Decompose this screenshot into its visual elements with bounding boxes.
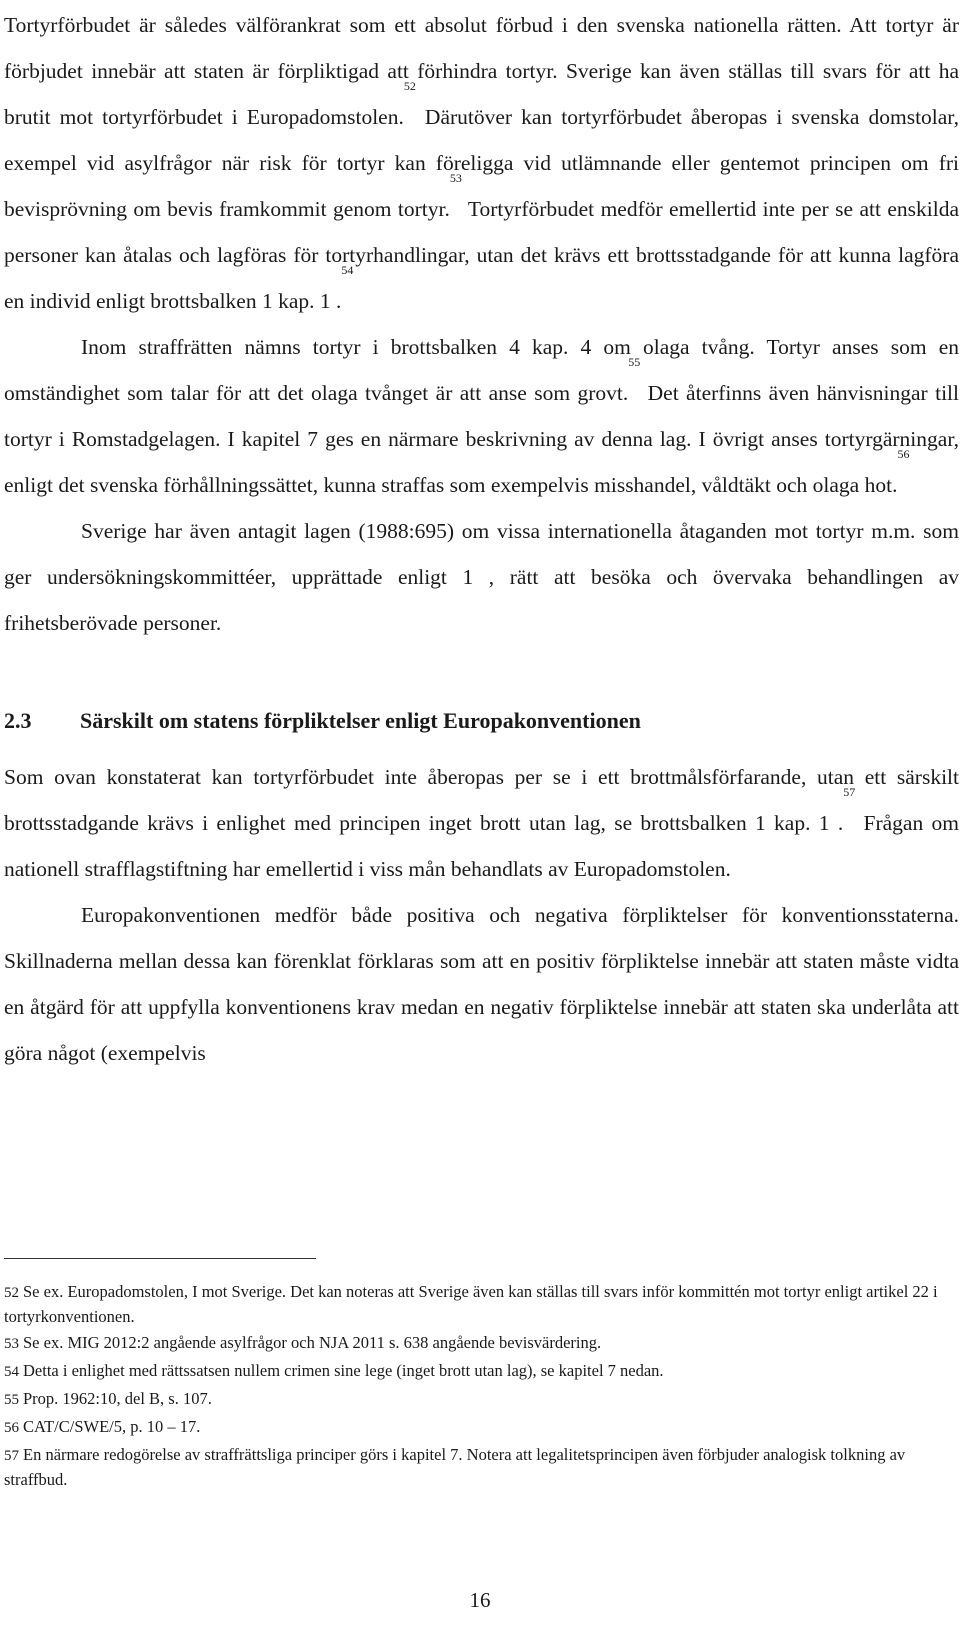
footnote-text: Se ex. MIG 2012:2 angående asylfrågor och NJA 2011 s. 638 angående bevisvärdering. bbox=[23, 1333, 602, 1352]
body-text bbox=[4, 0, 959, 1076]
paragraph-positive-negative-obligations: Europakonventionen medför både positiva och negativa förpliktelser för konventionsstaterna. Skillnaderna mellan dessa kan förenklat förklaras som att en positiv förpliktelse innebär att staten måste vidta en åtgärd för att uppfylla konventionens krav medan en negativ förpliktelse innebär att staten ska underlåta att göra något (exempelvis bbox=[4, 903, 959, 1065]
footnote-ref-57[interactable]: 57 bbox=[843, 785, 856, 799]
page-number: 16 bbox=[469, 1588, 491, 1612]
footnote bbox=[4, 1359, 959, 1384]
footnote-divider bbox=[4, 1258, 316, 1259]
footnote-ref-53[interactable]: 53 bbox=[449, 171, 462, 185]
footnote-ref-52[interactable]: 52 bbox=[403, 79, 416, 93]
section-number: 2.3 bbox=[4, 708, 32, 733]
footnote-text: Detta i enlighet med rättssatsen nullem crimen sine lege (inget brott utan lag), se kapitel 7 nedan. bbox=[23, 1361, 664, 1380]
footnote-number: 53 bbox=[4, 1336, 19, 1352]
footnote bbox=[4, 1443, 959, 1491]
footnote-number: 56 bbox=[4, 1420, 19, 1436]
footnote bbox=[4, 1415, 959, 1440]
footnote-ref-54[interactable]: 54 bbox=[341, 263, 354, 277]
footnote-number: 54 bbox=[4, 1364, 19, 1380]
footnotes bbox=[4, 1280, 959, 1494]
footnote bbox=[4, 1387, 959, 1412]
paragraph-international-commitments: Sverige har även antagit lagen (1988:695) om vissa internationella åtaganden mot tortyr m.m. som ger undersökningskommittéer, upprättade enligt 1 , rätt att besöka och övervaka behandlingen av frihetsberövade personer. bbox=[4, 519, 959, 635]
footnote-number: 57 bbox=[4, 1448, 19, 1464]
footnote bbox=[4, 1331, 959, 1356]
footnote-text: Prop. 1962:10, del B, s. 107. bbox=[23, 1389, 212, 1408]
footnote-number: 55 bbox=[4, 1392, 19, 1408]
footnote-number: 52 bbox=[4, 1285, 19, 1301]
paragraph-torture-ban: Tortyrförbudet är således välförankrat som ett absolut förbud i den svenska nationella rätten. Att tortyr är förbjudet innebär att staten är förpliktigad att förhindra tortyr. Sverige kan även ställas till svars för att ha brutit mot tortyrförbudet i Europadomstolen.$^{52}$ Därutöver kan tortyrförbudet åberopas i svenska domstolar, exempel vid asylfrågor när risk för tortyr kan föreligga vid utlämnande eller gentemot principen om fri bevisprövning om bevis framkommit genom tortyr.$^{53}$ Tortyrförbudet medför emellertid inte per se att enskilda personer kan åtalas och lagföras för tortyrhandlingar, utan det krävs ett brottsstadgande för att kunna lagföra en individ enligt brottsbalken 1 kap. 1 .$^{54}$ bbox=[4, 13, 959, 313]
paragraph-national-legislation: Som ovan konstaterat kan tortyrförbudet inte åberopas per se i ett brottmålsförfarande, utan ett särskilt brottsstadgande krävs i enlighet med principen inget brott utan lag, se brottsbalken 1 kap. 1 .$^{57}$ Frågan om nationell strafflagstiftning har emellertid i viss mån behandlats av Europadomstolen. bbox=[4, 765, 959, 881]
footnote bbox=[4, 1280, 959, 1328]
paragraph-criminal-law: Inom straffrätten nämns tortyr i brottsbalken 4 kap. 4 om olaga tvång. Tortyr anses som en omständighet som talar för att det olaga tvånget är att anse som grovt.$^{55}$ Det återfinns även hänvisningar till tortyr i Romstadgelagen. I kapitel 7 ges en närmare beskrivning av denna lag. I övrigt anses tortyrgärningar, enligt det svenska förhållningssättet, kunna straffas som exempelvis misshandel, våldtäkt och olaga hot.$^{56}$ bbox=[4, 335, 959, 497]
section-title: Särskilt om statens förpliktelser enligt Europakonventionen bbox=[80, 708, 641, 733]
footnote-ref-56[interactable]: 56 bbox=[897, 447, 910, 461]
footnote-ref-55[interactable]: 55 bbox=[628, 355, 641, 369]
footnote-text: En närmare redogörelse av straffrättsliga principer görs i kapitel 7. Notera att legalitetsprincipen även förbjuder analogisk tolkning av straffbud. bbox=[4, 1445, 906, 1489]
footnote-text: CAT/C/SWE/5, p. 10 – 17. bbox=[23, 1417, 201, 1436]
section-heading bbox=[4, 698, 959, 744]
footnote-text: Se ex. Europadomstolen, I mot Sverige. Det kan noteras att Sverige även kan ställas till svars inför kommittén mot tortyr enligt artikel 22 i tortyrkonventionen. bbox=[4, 1282, 938, 1326]
